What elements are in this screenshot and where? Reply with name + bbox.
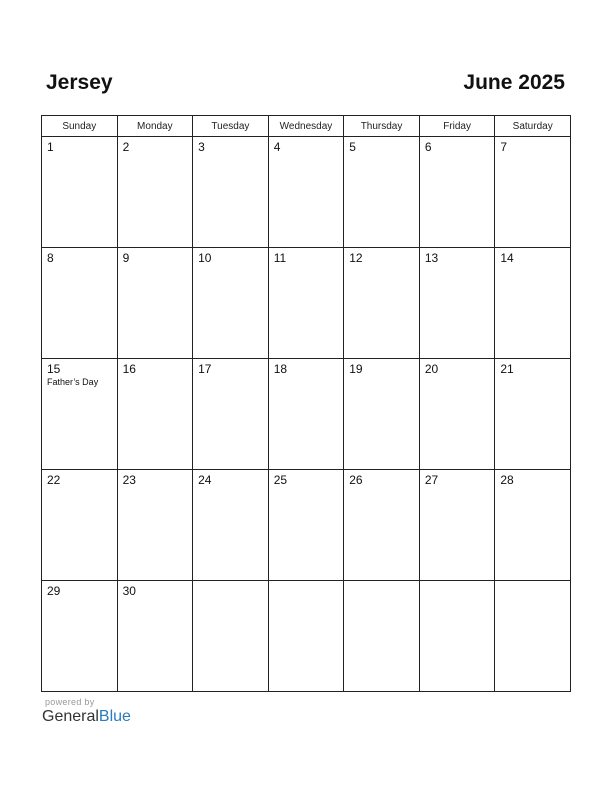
day-number: 27 bbox=[424, 473, 439, 487]
event-label bbox=[344, 265, 419, 266]
day-cell bbox=[344, 470, 420, 581]
day-cell bbox=[193, 248, 269, 359]
day-cell bbox=[268, 359, 344, 470]
event-label bbox=[344, 487, 419, 488]
event-label bbox=[344, 154, 419, 155]
event-label bbox=[495, 265, 570, 266]
event-label bbox=[118, 598, 193, 599]
weekday-header: Sunday bbox=[42, 116, 118, 137]
event-label bbox=[420, 487, 495, 488]
event-label bbox=[269, 487, 344, 488]
day-cell bbox=[419, 581, 495, 692]
day-cell bbox=[268, 581, 344, 692]
weekday-header: Monday bbox=[117, 116, 193, 137]
day-number: 9 bbox=[122, 251, 130, 265]
day-number: 11 bbox=[273, 251, 287, 265]
week-row bbox=[42, 470, 571, 581]
day-cell bbox=[42, 248, 118, 359]
day-cell bbox=[193, 137, 269, 248]
day-number: 4 bbox=[273, 140, 281, 154]
event-label bbox=[193, 584, 268, 585]
day-cell bbox=[419, 470, 495, 581]
event-label bbox=[495, 584, 570, 585]
region-title: Jersey bbox=[46, 71, 113, 94]
day-cell bbox=[42, 359, 118, 470]
event-label bbox=[42, 598, 117, 599]
day-cell bbox=[344, 248, 420, 359]
day-cell bbox=[268, 248, 344, 359]
day-number: 26 bbox=[349, 473, 363, 487]
week-row bbox=[42, 581, 571, 692]
day-cell bbox=[344, 359, 420, 470]
day-cell bbox=[42, 581, 118, 692]
day-number: 24 bbox=[198, 473, 212, 487]
weekday-header: Thursday bbox=[344, 116, 420, 137]
event-label bbox=[118, 265, 193, 266]
day-number: 16 bbox=[122, 362, 136, 376]
day-cell bbox=[117, 137, 193, 248]
day-cell bbox=[495, 248, 571, 359]
week-row bbox=[42, 248, 571, 359]
day-number: 14 bbox=[500, 251, 514, 265]
event-label bbox=[193, 376, 268, 377]
weekday-header: Tuesday bbox=[193, 116, 269, 137]
event-label bbox=[42, 265, 117, 266]
day-cell bbox=[268, 470, 344, 581]
brand-logo[interactable] bbox=[42, 708, 131, 726]
day-number: 8 bbox=[47, 251, 54, 265]
day-number: 7 bbox=[500, 140, 508, 154]
event-label bbox=[118, 376, 193, 377]
day-cell bbox=[268, 137, 344, 248]
event-label bbox=[269, 376, 344, 377]
day-number: 10 bbox=[198, 251, 212, 265]
day-number: 18 bbox=[273, 362, 288, 376]
day-number: 21 bbox=[500, 362, 514, 376]
event-label bbox=[193, 487, 268, 488]
day-cell bbox=[344, 137, 420, 248]
day-number: 13 bbox=[424, 251, 439, 265]
day-cell bbox=[419, 248, 495, 359]
event-label bbox=[118, 487, 193, 488]
day-number: 22 bbox=[47, 473, 61, 487]
day-cell bbox=[419, 359, 495, 470]
day-number: 30 bbox=[122, 584, 136, 598]
event-label: Father’s Day bbox=[47, 377, 99, 387]
weekday-header: Wednesday bbox=[268, 116, 344, 137]
event-label bbox=[344, 584, 419, 585]
day-number: 19 bbox=[349, 362, 363, 376]
powered-by-label: powered by bbox=[45, 697, 95, 707]
day-number: 3 bbox=[198, 140, 205, 154]
week-row bbox=[42, 137, 571, 248]
day-number: 2 bbox=[122, 140, 130, 154]
day-number: 25 bbox=[273, 473, 288, 487]
day-cell bbox=[117, 581, 193, 692]
calendar-grid bbox=[41, 115, 571, 692]
event-label bbox=[420, 265, 495, 266]
day-cell bbox=[495, 359, 571, 470]
event-label bbox=[420, 584, 495, 585]
brand-general-text: General bbox=[42, 708, 99, 725]
event-label bbox=[495, 487, 570, 488]
day-cell bbox=[419, 137, 495, 248]
event-label bbox=[269, 265, 344, 266]
day-number: 6 bbox=[424, 140, 432, 154]
event-label bbox=[344, 376, 419, 377]
day-number: 15 bbox=[47, 362, 61, 376]
day-number: 28 bbox=[500, 473, 514, 487]
day-number: 17 bbox=[198, 362, 212, 376]
event-label bbox=[269, 154, 344, 155]
day-cell bbox=[193, 359, 269, 470]
day-number: 1 bbox=[47, 140, 54, 154]
day-cell bbox=[495, 581, 571, 692]
day-cell bbox=[42, 470, 118, 581]
weekday-header-row bbox=[42, 116, 571, 137]
day-cell bbox=[117, 470, 193, 581]
day-number: 12 bbox=[349, 251, 363, 265]
footer bbox=[42, 697, 131, 726]
day-number: 20 bbox=[424, 362, 439, 376]
day-cell bbox=[495, 137, 571, 248]
event-label bbox=[420, 154, 495, 155]
day-cell bbox=[193, 470, 269, 581]
brand-blue-text: Blue bbox=[98, 708, 131, 725]
weekday-header: Saturday bbox=[495, 116, 571, 137]
event-label bbox=[495, 154, 570, 155]
event-label bbox=[269, 584, 344, 585]
event-label bbox=[42, 487, 117, 488]
event-label bbox=[118, 154, 193, 155]
event-label bbox=[193, 154, 268, 155]
day-cell bbox=[344, 581, 420, 692]
week-row bbox=[42, 359, 571, 470]
day-cell bbox=[117, 359, 193, 470]
day-cell bbox=[495, 470, 571, 581]
event-label bbox=[420, 376, 495, 377]
event-label bbox=[42, 154, 117, 155]
day-cell bbox=[42, 137, 118, 248]
day-number: 29 bbox=[47, 584, 61, 598]
day-number: 5 bbox=[349, 140, 356, 154]
weekday-header: Friday bbox=[419, 116, 495, 137]
day-number: 23 bbox=[122, 473, 136, 487]
day-cell bbox=[117, 248, 193, 359]
day-cell bbox=[193, 581, 269, 692]
event-label bbox=[495, 376, 570, 377]
event-label bbox=[193, 265, 268, 266]
month-title: June 2025 bbox=[463, 71, 565, 94]
